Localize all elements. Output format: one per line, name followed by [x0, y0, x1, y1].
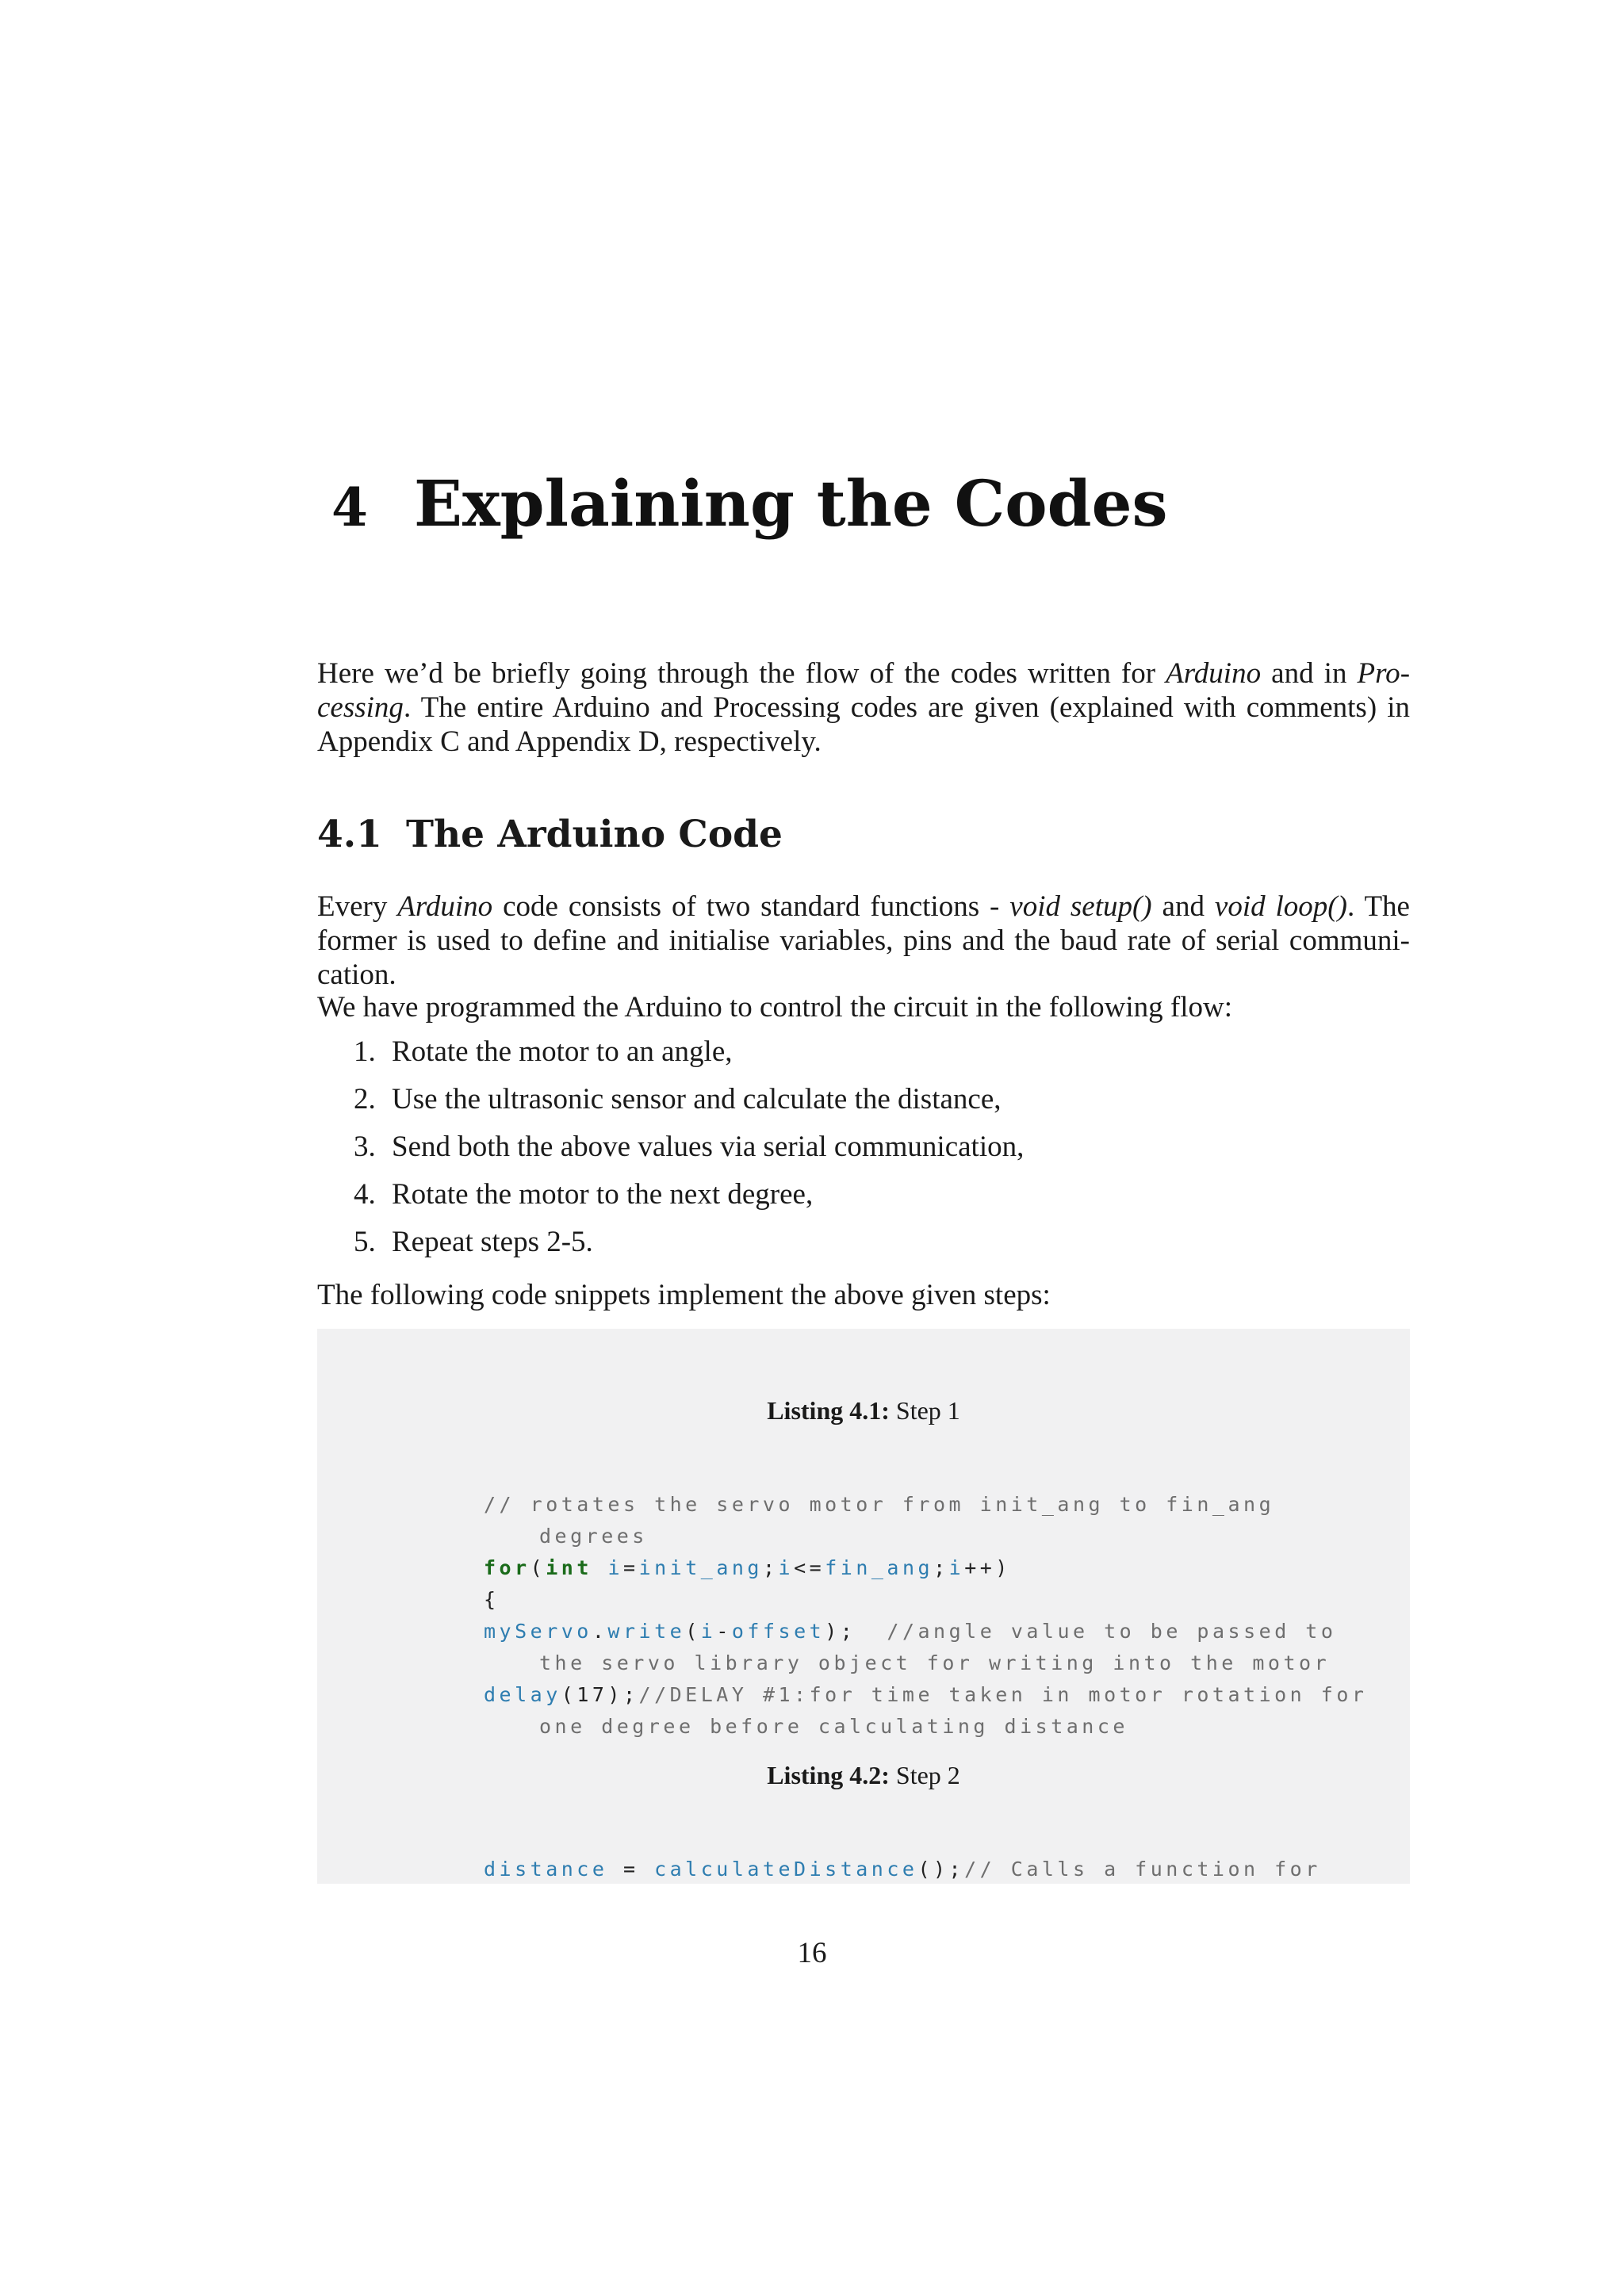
step-number: 1. — [354, 1035, 376, 1068]
code-punct: <= — [794, 1556, 825, 1579]
page-number: 16 — [797, 1937, 827, 1969]
code-punct: ( — [530, 1556, 546, 1579]
step-number: 5. — [354, 1226, 376, 1258]
section-text-2: code consists of two standard functions - — [492, 890, 1010, 923]
code-punct: ; — [762, 1556, 779, 1579]
section-text-1: Every — [317, 890, 398, 923]
snippets-intro: The following code snippets implement the above given steps: — [317, 1279, 1051, 1311]
listing-label: Listing 4.2: — [767, 1761, 890, 1789]
code-comment: the servo library object for writing into the motor — [539, 1651, 1331, 1674]
code-listing-2 — [484, 1822, 1321, 1949]
code-identifier: myServo — [484, 1620, 592, 1643]
code-identifier: delay — [484, 1683, 561, 1706]
code-comment: // rotates the servo motor from init_ang to fin_ang — [484, 1493, 1275, 1516]
code-comment: // Calls a function for — [964, 1858, 1321, 1881]
code-comment: one degree before calculating distance — [539, 1715, 1128, 1738]
code-punct: ( — [685, 1620, 701, 1643]
intro-text-2: and in — [1261, 657, 1358, 690]
loop-function-emphasis: void loop() — [1214, 890, 1347, 923]
listing-caption-1 — [317, 1395, 1410, 1426]
code-brace: { — [484, 1588, 500, 1611]
section-text-3: and — [1151, 890, 1215, 923]
code-space — [856, 1620, 887, 1643]
intro-paragraph — [317, 656, 1410, 759]
code-identifier: calculateDistance — [654, 1858, 918, 1881]
code-keyword: for — [484, 1556, 530, 1579]
code-panel — [317, 1329, 1410, 1884]
listing-caption-text: Step 2 — [889, 1761, 960, 1789]
flow-intro: We have programmed the Arduino to control the circuit in the following flow: — [317, 991, 1233, 1024]
section-number: 4.1 — [317, 813, 382, 856]
list-item — [354, 1082, 1024, 1130]
step-text: Rotate the motor to the next degree, — [392, 1178, 814, 1211]
code-punct: (17); — [561, 1683, 639, 1706]
list-item — [354, 1130, 1024, 1177]
code-punct: - — [716, 1620, 732, 1643]
code-punct: . — [592, 1620, 608, 1643]
step-number: 3. — [354, 1131, 376, 1163]
code-listing-1 — [484, 1457, 1367, 1806]
section-text-4: . The former is used to define and initialise variables, pins and the baud rate of serial communication. — [317, 890, 1410, 991]
code-punct: ++) — [964, 1556, 1011, 1579]
setup-function-emphasis: void setup() — [1009, 890, 1152, 923]
list-item — [354, 1177, 1024, 1225]
code-space — [592, 1556, 608, 1579]
listing-caption-text: Step 1 — [889, 1396, 960, 1425]
code-identifier: i — [948, 1556, 965, 1579]
list-item — [354, 1035, 1024, 1082]
code-comment: //DELAY #1:for time taken in motor rotation for — [638, 1683, 1368, 1706]
code-identifier: i — [607, 1556, 623, 1579]
section-heading — [317, 807, 783, 863]
steps-list — [354, 1035, 1024, 1272]
chapter-title: Explaining the Codes — [414, 466, 1168, 541]
code-identifier: write — [607, 1620, 686, 1643]
step-text: Send both the above values via serial communication, — [392, 1131, 1025, 1163]
code-punct: = — [607, 1858, 655, 1881]
code-identifier: fin_ang — [825, 1556, 934, 1579]
step-text: Use the ultrasonic sensor and calculate the distance, — [392, 1083, 1002, 1115]
code-line-for — [484, 1552, 1367, 1584]
listing-caption-2 — [317, 1759, 1410, 1791]
step-number: 2. — [354, 1083, 376, 1115]
section-title: The Arduino Code — [406, 813, 783, 856]
code-comment: degrees — [539, 1525, 648, 1548]
code-punct: (); — [917, 1858, 965, 1881]
intro-arduino-emphasis: Arduino — [1166, 657, 1262, 690]
section-paragraph — [317, 890, 1410, 992]
section-arduino-emphasis: Arduino — [397, 890, 493, 923]
code-line-write — [484, 1616, 1367, 1647]
listing-label: Listing 4.1: — [767, 1396, 890, 1425]
chapter-heading — [331, 456, 1168, 555]
intro-text-1: Here we’d be briefly going through the flow of the codes written for — [317, 657, 1166, 690]
code-identifier: offset — [731, 1620, 825, 1643]
code-identifier: init_ang — [638, 1556, 763, 1579]
code-identifier: i — [700, 1620, 717, 1643]
code-line-delay — [484, 1679, 1367, 1711]
intro-text-3: . The entire Arduino and Processing codes are given (explained with comments) in Appendix C and Appendix D, respectively. — [317, 691, 1410, 758]
step-text: Repeat steps 2-5. — [392, 1226, 593, 1258]
step-number: 4. — [354, 1178, 376, 1211]
list-item — [354, 1225, 1024, 1272]
step-text: Rotate the motor to an angle, — [392, 1035, 733, 1068]
code-punct: ); — [825, 1620, 856, 1643]
intro-processing-emphasis: Processing — [317, 657, 1411, 724]
code-punct: ; — [933, 1556, 949, 1579]
code-keyword: int — [546, 1556, 592, 1579]
code-punct: = — [623, 1556, 639, 1579]
code-identifier: distance — [484, 1858, 608, 1881]
code-line-distance — [484, 1854, 1321, 1885]
code-identifier: i — [778, 1556, 795, 1579]
chapter-number: 4 — [331, 476, 368, 538]
code-comment: //angle value to be passed to — [887, 1620, 1337, 1643]
